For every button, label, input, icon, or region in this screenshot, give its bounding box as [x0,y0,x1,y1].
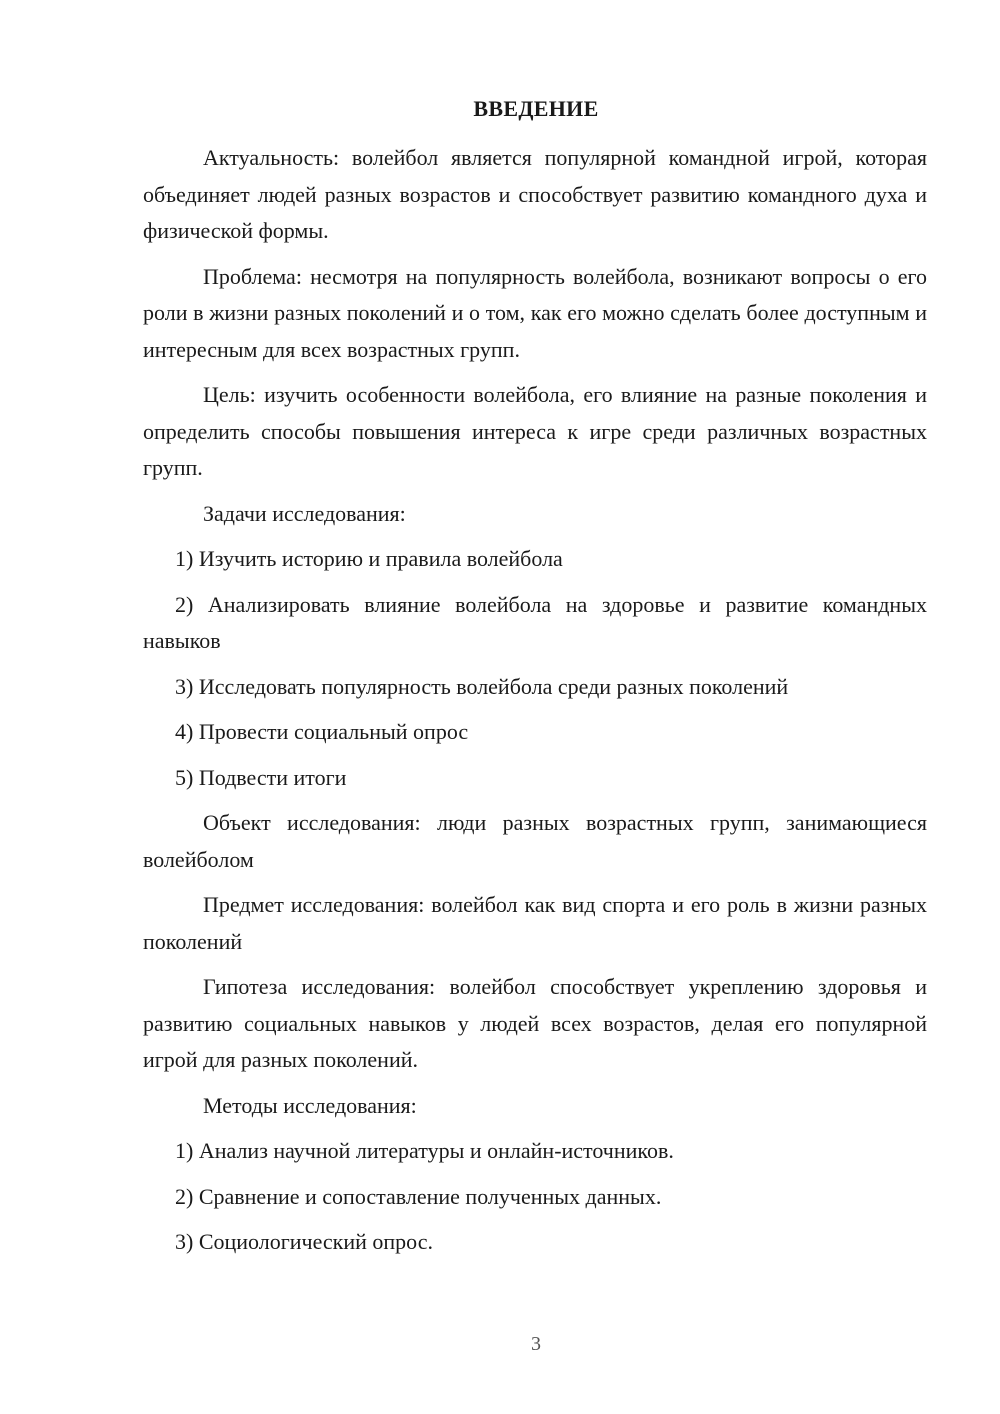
document-body [143,140,927,1270]
list-item-method-3: 3) Социологический опрос. [175,1229,433,1254]
paragraph-relevance: Актуальность: волейбол является популярной командной игрой, которая объединяет людей разных возрастов и способствует развитию командного духа и физической формы. [143,145,927,243]
paragraph-object: Объект исследования: люди разных возрастных групп, занимающиеся волейболом [143,810,927,872]
page-number: 3 [531,1333,541,1355]
list-item-task-1: 1) Изучить историю и правила волейбола [175,546,563,571]
section-heading: ВВЕДЕНИЕ [473,96,599,121]
list-item-method-1: 1) Анализ научной литературы и онлайн-источников. [175,1138,674,1163]
paragraph-hypothesis: Гипотеза исследования: волейбол способствует укреплению здоровья и развитию социальных навыков у людей всех возрастов, делая его популярной игрой для разных поколений. [143,974,927,1072]
list-item-task-3: 3) Исследовать популярность волейбола среди разных поколений [175,673,789,699]
paragraph-subject: Предмет исследования: волейбол как вид спорта и его роль в жизни разных поколений [143,892,927,954]
paragraph-tasks-title: Задачи исследования: [203,500,406,526]
paragraph-methods-title: Методы исследования: [203,1092,417,1118]
paragraph-problem: Проблема: несмотря на популярность волейбола, возникают вопросы о его роли в жизни разных поколений и о том, как его можно сделать более доступным и интересным для всех возрастных групп. [143,263,927,362]
paragraph-goal: Цель: изучить особенности волейбола, его влияние на разные поколения и определить способы повышения интереса к игре среди различных возрастных групп. [143,382,927,480]
list-item-method-2: 2) Сравнение и сопоставление полученных данных. [175,1183,662,1209]
list-item-task-4: 4) Провести социальный опрос [175,719,469,744]
list-item-task-5: 5) Подвести итоги [175,764,347,790]
list-item-task-2: 2) Анализировать влияние волейбола на здоровье и развитие командных навыков [143,591,927,653]
